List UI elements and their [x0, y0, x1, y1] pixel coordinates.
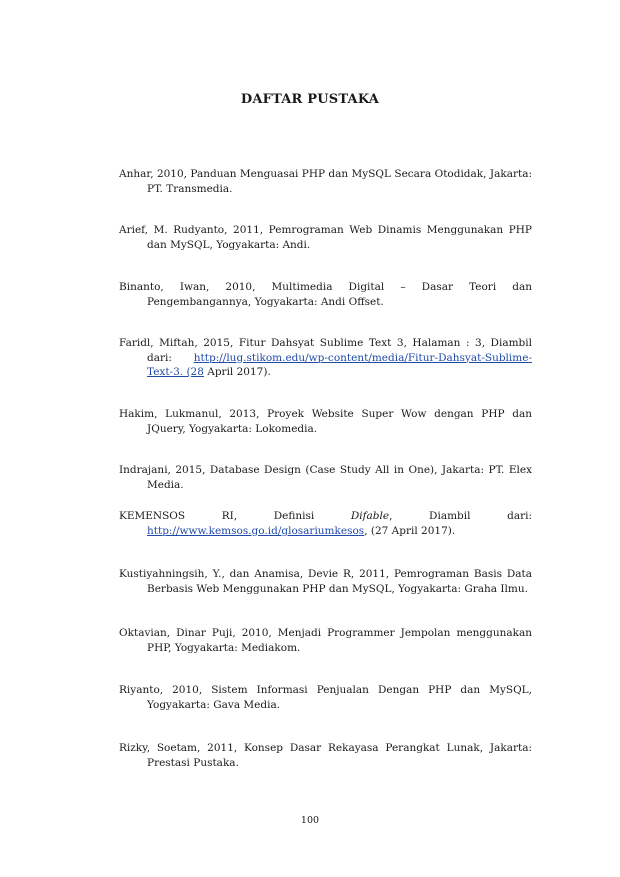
reference-item: [119, 509, 532, 538]
reference-item: [119, 223, 532, 252]
reference-text: Anhar, 2010, Panduan Menguasai PHP dan MySQL Secara Otodidak, Jakarta: PT. Transmedia.: [119, 168, 532, 195]
page-number: 100: [300, 815, 320, 826]
reference-item: [119, 167, 532, 196]
reference-text: Hakim, Lukmanul, 2013, Proyek Website Super Wow dengan PHP dan JQuery, Yogyakarta: Lokomedia.: [119, 408, 532, 435]
reference-text: Oktavian, Dinar Puji, 2010, Menjadi Programmer Jempolan menggunakan PHP, Yogyakarta: Mediakom.: [119, 627, 532, 654]
page-title: DAFTAR PUSTAKA: [240, 92, 380, 107]
reference-text: , Diambil dari:: [389, 510, 533, 522]
reference-text: Indrajani, 2015, Database Design (Case Study All in One), Jakarta: PT. Elex Media.: [119, 464, 532, 491]
reference-text: KEMENSOS RI, Definisi: [119, 510, 351, 522]
reference-link[interactable]: http://www.kemsos.go.id/glosariumkesos: [147, 524, 365, 537]
reference-item: [119, 741, 532, 770]
reference-text: , (27 April 2017).: [364, 524, 456, 537]
reference-text: April 2017).: [203, 366, 271, 378]
reference-item: [119, 280, 532, 309]
reference-item: [119, 463, 532, 492]
reference-text: Rizky, Soetam, 2011, Konsep Dasar Rekayasa Perangkat Lunak, Jakarta: Prestasi Pustaka.: [119, 742, 532, 769]
reference-text: Binanto, Iwan, 2010, Multimedia Digital – Dasar Teori dan Pengembangannya, Yogyakarta: Andi Offset.: [119, 281, 532, 308]
reference-item: [119, 407, 532, 436]
reference-text: Kustiyahningsih, Y., dan Anamisa, Devie R, 2011, Pemrograman Basis Data Berbasis Web Menggunakan PHP dan MySQL, Yogyakarta: Graha Ilmu.: [119, 568, 532, 595]
reference-text: Faridl, Miftah, 2015, Fitur Dahsyat Sublime Text 3, Halaman : 3, Diambil dari:: [119, 337, 532, 364]
reference-item: [119, 683, 532, 712]
reference-item: [119, 626, 532, 655]
reference-item: [119, 336, 532, 380]
reference-link[interactable]: http://lug.stikom.edu/wp-content/media/Fitur-Dahsyat-Sublime-Text-3. (28: [147, 351, 532, 378]
reference-text: Arief, M. Rudyanto, 2011, Pemrograman Web Dinamis Menggunakan PHP dan MySQL, Yogyakarta: Andi.: [119, 224, 532, 251]
reference-text: Riyanto, 2010, Sistem Informasi Penjualan Dengan PHP dan MySQL, Yogyakarta: Gava Media.: [119, 684, 532, 711]
reference-italic-term: Difable: [350, 510, 390, 522]
reference-item: [119, 567, 532, 596]
